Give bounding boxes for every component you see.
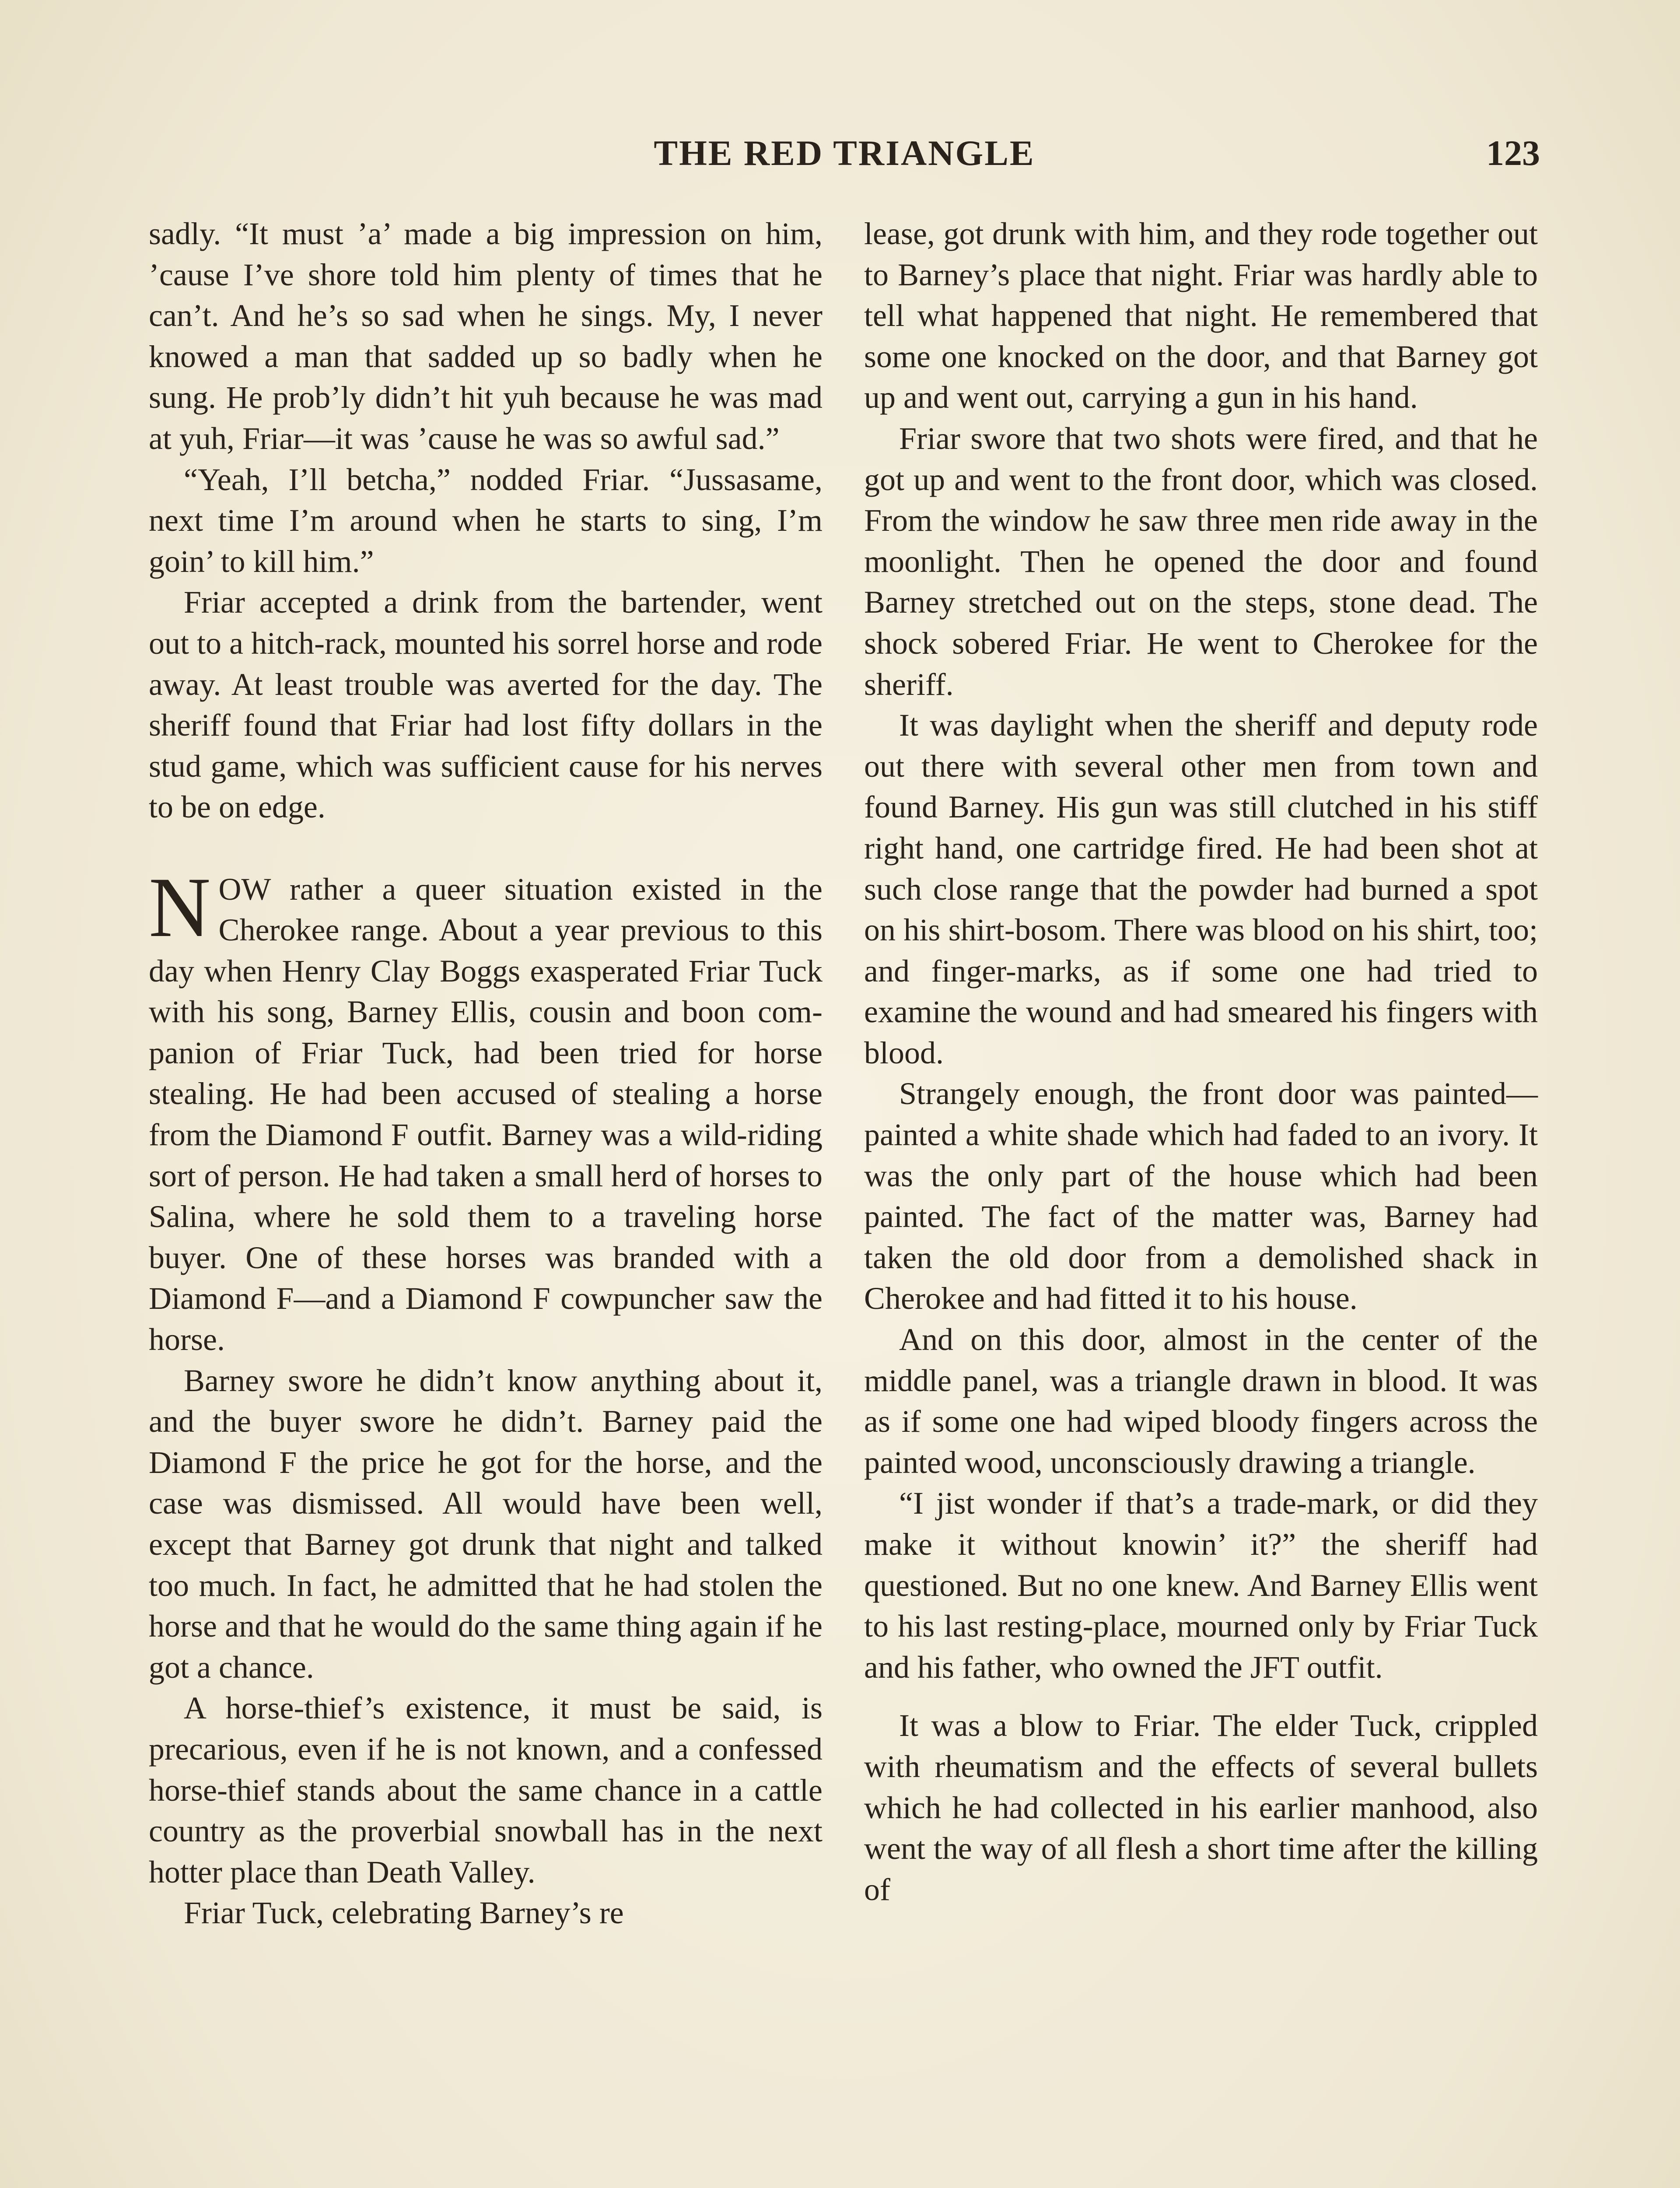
paragraph: It was daylight when the sheriff and deputy rode out there with several other men from town and found Barney. His gun was still clutched in his stiff right hand, one cartridge fired. He had been shot at such close range that the powder had burned a spot on his shirt-bosom. There was blood on his shirt, too; and finger-marks, as if some one had tried to examine the wound and had smeared his fingers with blood. <box>864 708 1538 1070</box>
left-column <box>149 214 822 1934</box>
running-title: THE RED TRIANGLE <box>654 133 1035 173</box>
paragraph: Strangely enough, the front door was painted—painted a white shade which had faded to an ivory. It was the only part of the house which had been painted. The fact of the matter was, Barney had taken the old door from a demolished shack in Cherokee and had fitted it to his house. <box>864 1076 1538 1316</box>
paragraph: sadly. “It must ’a’ made a big impression on him, ’cause I’ve shore told him plenty of times that he can’t. And he’s so sad when he sings. My, I never knowed a man that sadded up so badly when he sung. He prob’ly didn’t hit yuh because he was mad at yuh, Friar—it was ’cause he was so awful sad.” <box>149 216 822 456</box>
paragraph: Friar Tuck, celebrating Barney’s re <box>184 1895 624 1931</box>
page-number: 123 <box>1486 133 1540 173</box>
paragraph: “Yeah, I’ll betcha,” nodded Friar. “Jussasame, next time I’m around when he starts to sing, I’m goin’ to kill him.” <box>149 462 822 579</box>
section-opening-paragraph <box>149 859 822 1360</box>
drop-cap: N <box>149 859 211 955</box>
paragraph: It was a blow to Friar. The elder Tuck, crippled with rheumatism and the effects of several bullets which he had collected in his earlier manhood, also went the way of all flesh a short time after the killing of <box>864 1708 1538 1907</box>
paragraph: Friar swore that two shots were fired, and that he got up and went to the front door, which was closed. From the window he saw three men ride away in the moonlight. Then he opened the door and found Barney stretched out on the steps, stone dead. The shock sobered Friar. He went to Cherokee for the sheriff. <box>864 421 1538 702</box>
paragraph: A horse-thief’s existence, it must be said, is precarious, even if he is not known, and a confessed horse-thief stands about the same chance in a cattle country as the proverbial snowball has in the next hotter place than Death Valley. <box>149 1690 822 1890</box>
paragraph: “I jist wonder if that’s a trade-mark, or did they make it without knowin’ it?” the sheriff had questioned. But no one knew. And Barney Ellis went to his last resting-place, mourned only by Friar Tuck and his father, who owned the JFT outfit. <box>864 1486 1538 1685</box>
paragraph: Friar accepted a drink from the bartender, went out to a hitch-rack, mounted his sorrel horse and rode away. At least trouble was averted for the day. The sheriff found that Friar had lost fifty dollars in the stud game, which was sufficient cause for his nerves to be on edge. <box>149 585 822 825</box>
paragraph: Barney swore he didn’t know anything about it, and the buyer swore he didn’t. Barney paid the Diamond F the price he got for the horse, and the case was dismissed. All would have been well, except that Barney got drunk that night and talked too much. In fact, he admitted that he had stolen the horse and that he would do the same thing again if he got a chance. <box>149 1363 822 1685</box>
right-column <box>864 214 1538 1910</box>
paragraph: And on this door, almost in the center of the middle panel, was a triangle drawn in blood. It was as if some one had wiped bloody fingers across the painted wood, unconsciously drawing a triangle. <box>864 1322 1538 1480</box>
paragraph: lease, got drunk with him, and they rode together out to Barney’s place that night. Friar was hardly able to tell what happened that night. He remembered that some one knocked on the door, and that Barney got up and went out, carrying a gun in his hand. <box>864 216 1538 415</box>
running-header <box>149 127 1540 179</box>
paragraph-text: OW rather a queer situation existed in the Cherokee range. About a year previous to this day when Henry Clay Boggs exasperated Friar Tuck with his song, Barney Ellis, cousin and boon companion of Friar Tuck, had been tried for horse stealing. He had been accused of stealing a horse from the Diamond F outfit. Barney was a wild-riding sort of person. He had taken a small herd of horses to Salina, where he sold them to a traveling horse buyer. One of these horses was branded with a Diamond F—and a Diamond F cowpuncher saw the horse. <box>149 871 822 1357</box>
